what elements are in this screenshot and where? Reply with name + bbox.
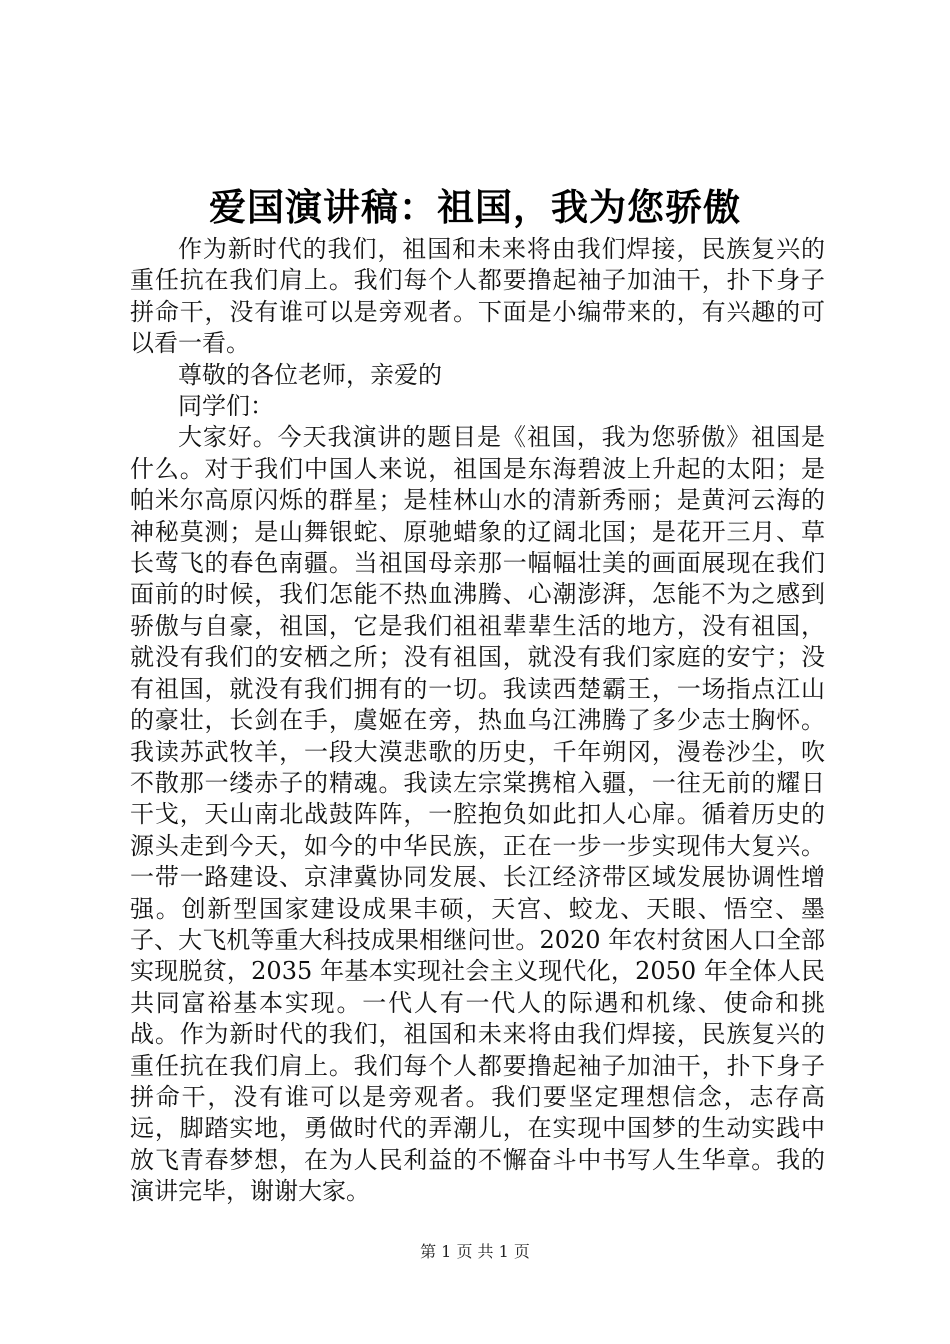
intro-paragraph: 作为新时代的我们，祖国和未来将由我们焊接，民族复兴的重任抗在我们肩上。我们每个人都要撸起袖子加油干，扑下身子拼命干，没有谁可以是旁观者。下面是小编带来的，有兴趣的可以看一看。 — [130, 235, 825, 358]
speech-body-paragraph: 大家好。今天我演讲的题目是《祖国，我为您骄傲》祖国是什么。对于我们中国人来说，祖国是东海碧波上升起的太阳；是帕米尔高原闪烁的群星；是桂林山水的清新秀丽；是黄河云海的神秘莫测；是山舞银蛇、原驰蜡象的辽阔北国；是花开三月、草长莺飞的春色南疆。当祖国母亲那一幅幅壮美的画面展现在我们面前的时候，我们怎能不热血沸腾、心潮澎湃，怎能不为之感到骄傲与自豪，祖国，它是我们祖祖辈辈生活的地方，没有祖国，就没有我们的安栖之所；没有祖国，就没有我们家庭的安宁；没有祖国，就没有我们拥有的一切。我读西楚霸王，一场指点江山的豪壮，长剑在手，虞姬在旁，热血乌江沸腾了多少志士胸怀。我读苏武牧羊，一段大漠悲歌的历史，千年朔冈，漫卷沙尘，吹不散那一缕赤子的精魂。我读左宗棠携棺入疆，一往无前的耀日干戈，天山南北战鼓阵阵，一腔抱负如此扣人心扉。循着历史的源头走到今天，如今的中华民族，正在一步一步实现伟大复兴。一带一路建设、京津冀协同发展、长江经济带区域发展协调性增强。创新型国家建设成果丰硕，天宫、蛟龙、天眼、悟空、墨子、大飞机等重大科技成果相继问世。2020 年农村贫困人口全部实现脱贫，2035 年基本实现社会主义现代化，2050 年全体人民共同富裕基本实现。一代人有一代人的际遇和机缘、使命和挑战。作为新时代的我们，祖国和未来将由我们焊接，民族复兴的重任抗在我们肩上。我们每个人都要撸起袖子加油干，扑下身子拼命干，没有谁可以是旁观者。我们要坚定理想信念，志存高远，脚踏实地，勇做时代的弄潮儿，在实现中国梦的生动实践中放飞青春梦想，在为人民利益的不懈奋斗中书写人生华章。我的演讲完毕，谢谢大家。 — [130, 423, 825, 1206]
page-footer: 第 1 页 共 1 页 — [420, 1242, 530, 1261]
page-title: 爱国演讲稿：祖国，我为您骄傲 — [209, 185, 741, 229]
document-body — [130, 234, 825, 1208]
salutation-line: 尊敬的各位老师，亲爱的 — [178, 360, 442, 389]
salutation-continuation: 同学们： — [178, 392, 274, 421]
